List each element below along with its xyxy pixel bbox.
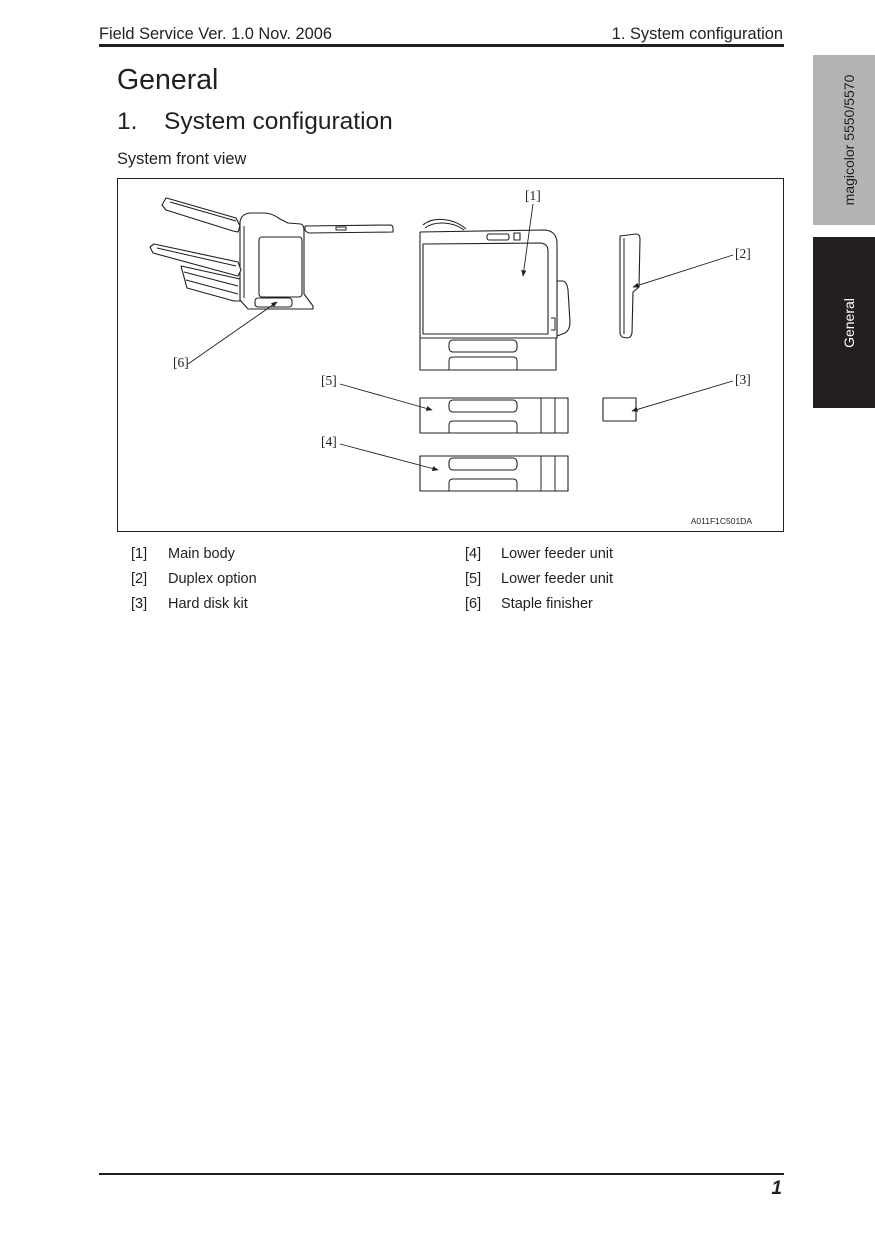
callout-4: [4] xyxy=(321,434,337,449)
callout-3: [3] xyxy=(735,372,751,387)
section-index-tab xyxy=(813,237,875,408)
product-tab-label: magicolor 5550/5570 xyxy=(841,74,857,206)
legend-label: Duplex option xyxy=(168,571,257,587)
legend-number: [3] xyxy=(131,596,148,612)
hard-disk-kit-drawing xyxy=(603,398,636,421)
legend-number: [4] xyxy=(465,546,482,562)
legend-number: [1] xyxy=(131,546,148,562)
header-rule xyxy=(99,44,784,47)
legend-number: [6] xyxy=(465,596,482,612)
header-section-name: 1. System configuration xyxy=(611,25,783,43)
chapter-title: General xyxy=(117,64,219,96)
footer-rule xyxy=(99,1173,784,1175)
legend-number: [5] xyxy=(465,571,482,587)
legend-label: Lower feeder unit xyxy=(501,546,614,562)
legend-label: Lower feeder unit xyxy=(501,571,614,587)
product-index-tab xyxy=(813,55,875,225)
callout-6: [6] xyxy=(173,355,189,370)
lower-feeder-unit-4-drawing xyxy=(420,456,568,491)
figure-code: A011F1C501DA xyxy=(690,516,752,526)
main-body-drawing xyxy=(420,219,570,370)
callout-2: [2] xyxy=(735,246,751,261)
figure-caption: System front view xyxy=(117,150,247,168)
section-tab-label: General xyxy=(841,297,857,348)
legend-label: Hard disk kit xyxy=(168,596,248,612)
legend-label: Staple finisher xyxy=(501,596,593,612)
page-number: 1 xyxy=(771,1178,782,1199)
callout-1: [1] xyxy=(525,188,541,203)
system-front-view-figure xyxy=(117,178,784,532)
section-number: 1. xyxy=(117,108,138,135)
callout-5: [5] xyxy=(321,373,337,388)
section-title: System configuration xyxy=(164,108,393,135)
header-document-version: Field Service Ver. 1.0 Nov. 2006 xyxy=(99,25,332,43)
legend-label: Main body xyxy=(168,546,235,562)
lower-feeder-unit-5-drawing xyxy=(420,398,568,433)
legend-number: [2] xyxy=(131,571,148,587)
